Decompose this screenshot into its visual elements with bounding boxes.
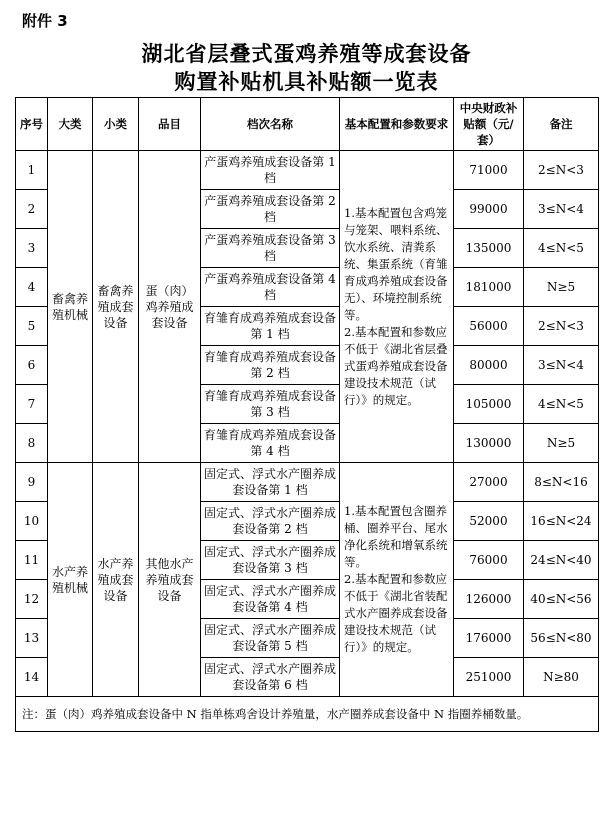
- cell-remark: 4≤N<5: [524, 385, 599, 424]
- cell-subsidy: 52000: [454, 502, 524, 541]
- cell-grade: 育雏育成鸡养殖成套设备第 2 档: [201, 346, 340, 385]
- cell-grade: 产蛋鸡养殖成套设备第 1 档: [201, 151, 340, 190]
- footnote: 注：蛋（肉）鸡养殖成套设备中 N 指单栋鸡舍设计养殖量，水产圈养成套设备中 N 指圈养桶数量。: [16, 697, 599, 732]
- cell-remark: N≥80: [524, 658, 599, 697]
- cell-seq: 10: [16, 502, 48, 541]
- cell-remark: 56≤N<80: [524, 619, 599, 658]
- header-requirements: 基本配置和参数要求: [340, 98, 454, 151]
- cell-subsidy: 181000: [454, 268, 524, 307]
- cell-seq: 11: [16, 541, 48, 580]
- subsidy-table: [15, 97, 599, 732]
- cell-requirements: 1.基本配置包含圈养桶、圈养平台、尾水净化系统和增氧系统等。 2.基本配置和参数应不低于《湖北省装配式水产圈养成套设备建设技术规范（试行）》的规定。: [340, 463, 454, 697]
- cell-seq: 7: [16, 385, 48, 424]
- cell-subsidy: 105000: [454, 385, 524, 424]
- cell-major: 畜禽养殖机械: [48, 151, 93, 463]
- cell-subsidy: 76000: [454, 541, 524, 580]
- cell-seq: 2: [16, 190, 48, 229]
- table-row: [16, 463, 599, 502]
- cell-remark: N≥5: [524, 268, 599, 307]
- cell-remark: 2≤N<3: [524, 151, 599, 190]
- cell-remark: 8≤N<16: [524, 463, 599, 502]
- header-subsidy: 中央财政补贴额（元/套）: [454, 98, 524, 151]
- cell-grade: 育雏育成鸡养殖成套设备第 4 档: [201, 424, 340, 463]
- cell-seq: 6: [16, 346, 48, 385]
- footnote-row: [16, 697, 599, 732]
- cell-subsidy: 126000: [454, 580, 524, 619]
- cell-grade: 育雏育成鸡养殖成套设备第 3 档: [201, 385, 340, 424]
- cell-remark: 16≤N<24: [524, 502, 599, 541]
- page-title-line-1: 湖北省层叠式蛋鸡养殖等成套设备: [141, 42, 472, 66]
- header-seq: 序号: [16, 98, 48, 151]
- table-header-row: [16, 98, 599, 151]
- cell-subsidy: 27000: [454, 463, 524, 502]
- header-major: 大类: [48, 98, 93, 151]
- cell-subsidy: 135000: [454, 229, 524, 268]
- header-minor: 小类: [93, 98, 139, 151]
- cell-item: 蛋（肉）鸡养殖成套设备: [139, 151, 201, 463]
- cell-minor: 畜禽养殖成套设备: [93, 151, 139, 463]
- header-grade: 档次名称: [201, 98, 340, 151]
- cell-remark: N≥5: [524, 424, 599, 463]
- cell-seq: 8: [16, 424, 48, 463]
- cell-subsidy: 130000: [454, 424, 524, 463]
- cell-subsidy: 56000: [454, 307, 524, 346]
- attachment-label: 附件 3: [22, 12, 68, 30]
- table-row: [16, 151, 599, 190]
- cell-grade: 固定式、浮式水产圈养成套设备第 6 档: [201, 658, 340, 697]
- cell-seq: 3: [16, 229, 48, 268]
- cell-subsidy: 71000: [454, 151, 524, 190]
- cell-remark: 4≤N<5: [524, 229, 599, 268]
- cell-seq: 5: [16, 307, 48, 346]
- cell-seq: 14: [16, 658, 48, 697]
- cell-subsidy: 80000: [454, 346, 524, 385]
- cell-grade: 产蛋鸡养殖成套设备第 4 档: [201, 268, 340, 307]
- cell-remark: 24≤N<40: [524, 541, 599, 580]
- cell-grade: 产蛋鸡养殖成套设备第 2 档: [201, 190, 340, 229]
- page-title-line-2: 购置补贴机具补贴额一览表: [174, 70, 439, 94]
- header-item: 品目: [139, 98, 201, 151]
- cell-grade: 固定式、浮式水产圈养成套设备第 3 档: [201, 541, 340, 580]
- cell-item: 其他水产养殖成套设备: [139, 463, 201, 697]
- cell-remark: 3≤N<4: [524, 346, 599, 385]
- cell-grade: 固定式、浮式水产圈养成套设备第 4 档: [201, 580, 340, 619]
- cell-remark: 2≤N<3: [524, 307, 599, 346]
- cell-grade: 育雏育成鸡养殖成套设备第 1 档: [201, 307, 340, 346]
- table-body: [16, 151, 599, 697]
- cell-grade: 固定式、浮式水产圈养成套设备第 1 档: [201, 463, 340, 502]
- cell-seq: 4: [16, 268, 48, 307]
- header-remark: 备注: [524, 98, 599, 151]
- cell-requirements: 1.基本配置包含鸡笼与笼架、喂料系统、饮水系统、清粪系统、集蛋系统（育雏育成鸡养殖成套设备无）、环境控制系统等。 2.基本配置和参数应不低于《湖北省层叠式蛋鸡养殖成套设备建设技术规范（试行）》的规定。: [340, 151, 454, 463]
- cell-seq: 12: [16, 580, 48, 619]
- cell-minor: 水产养殖成套设备: [93, 463, 139, 697]
- cell-grade: 固定式、浮式水产圈养成套设备第 5 档: [201, 619, 340, 658]
- cell-seq: 13: [16, 619, 48, 658]
- cell-remark: 3≤N<4: [524, 190, 599, 229]
- cell-major: 水产养殖机械: [48, 463, 93, 697]
- cell-seq: 1: [16, 151, 48, 190]
- cell-subsidy: 251000: [454, 658, 524, 697]
- cell-subsidy: 176000: [454, 619, 524, 658]
- cell-remark: 40≤N<56: [524, 580, 599, 619]
- cell-grade: 产蛋鸡养殖成套设备第 3 档: [201, 229, 340, 268]
- cell-grade: 固定式、浮式水产圈养成套设备第 2 档: [201, 502, 340, 541]
- cell-subsidy: 99000: [454, 190, 524, 229]
- cell-seq: 9: [16, 463, 48, 502]
